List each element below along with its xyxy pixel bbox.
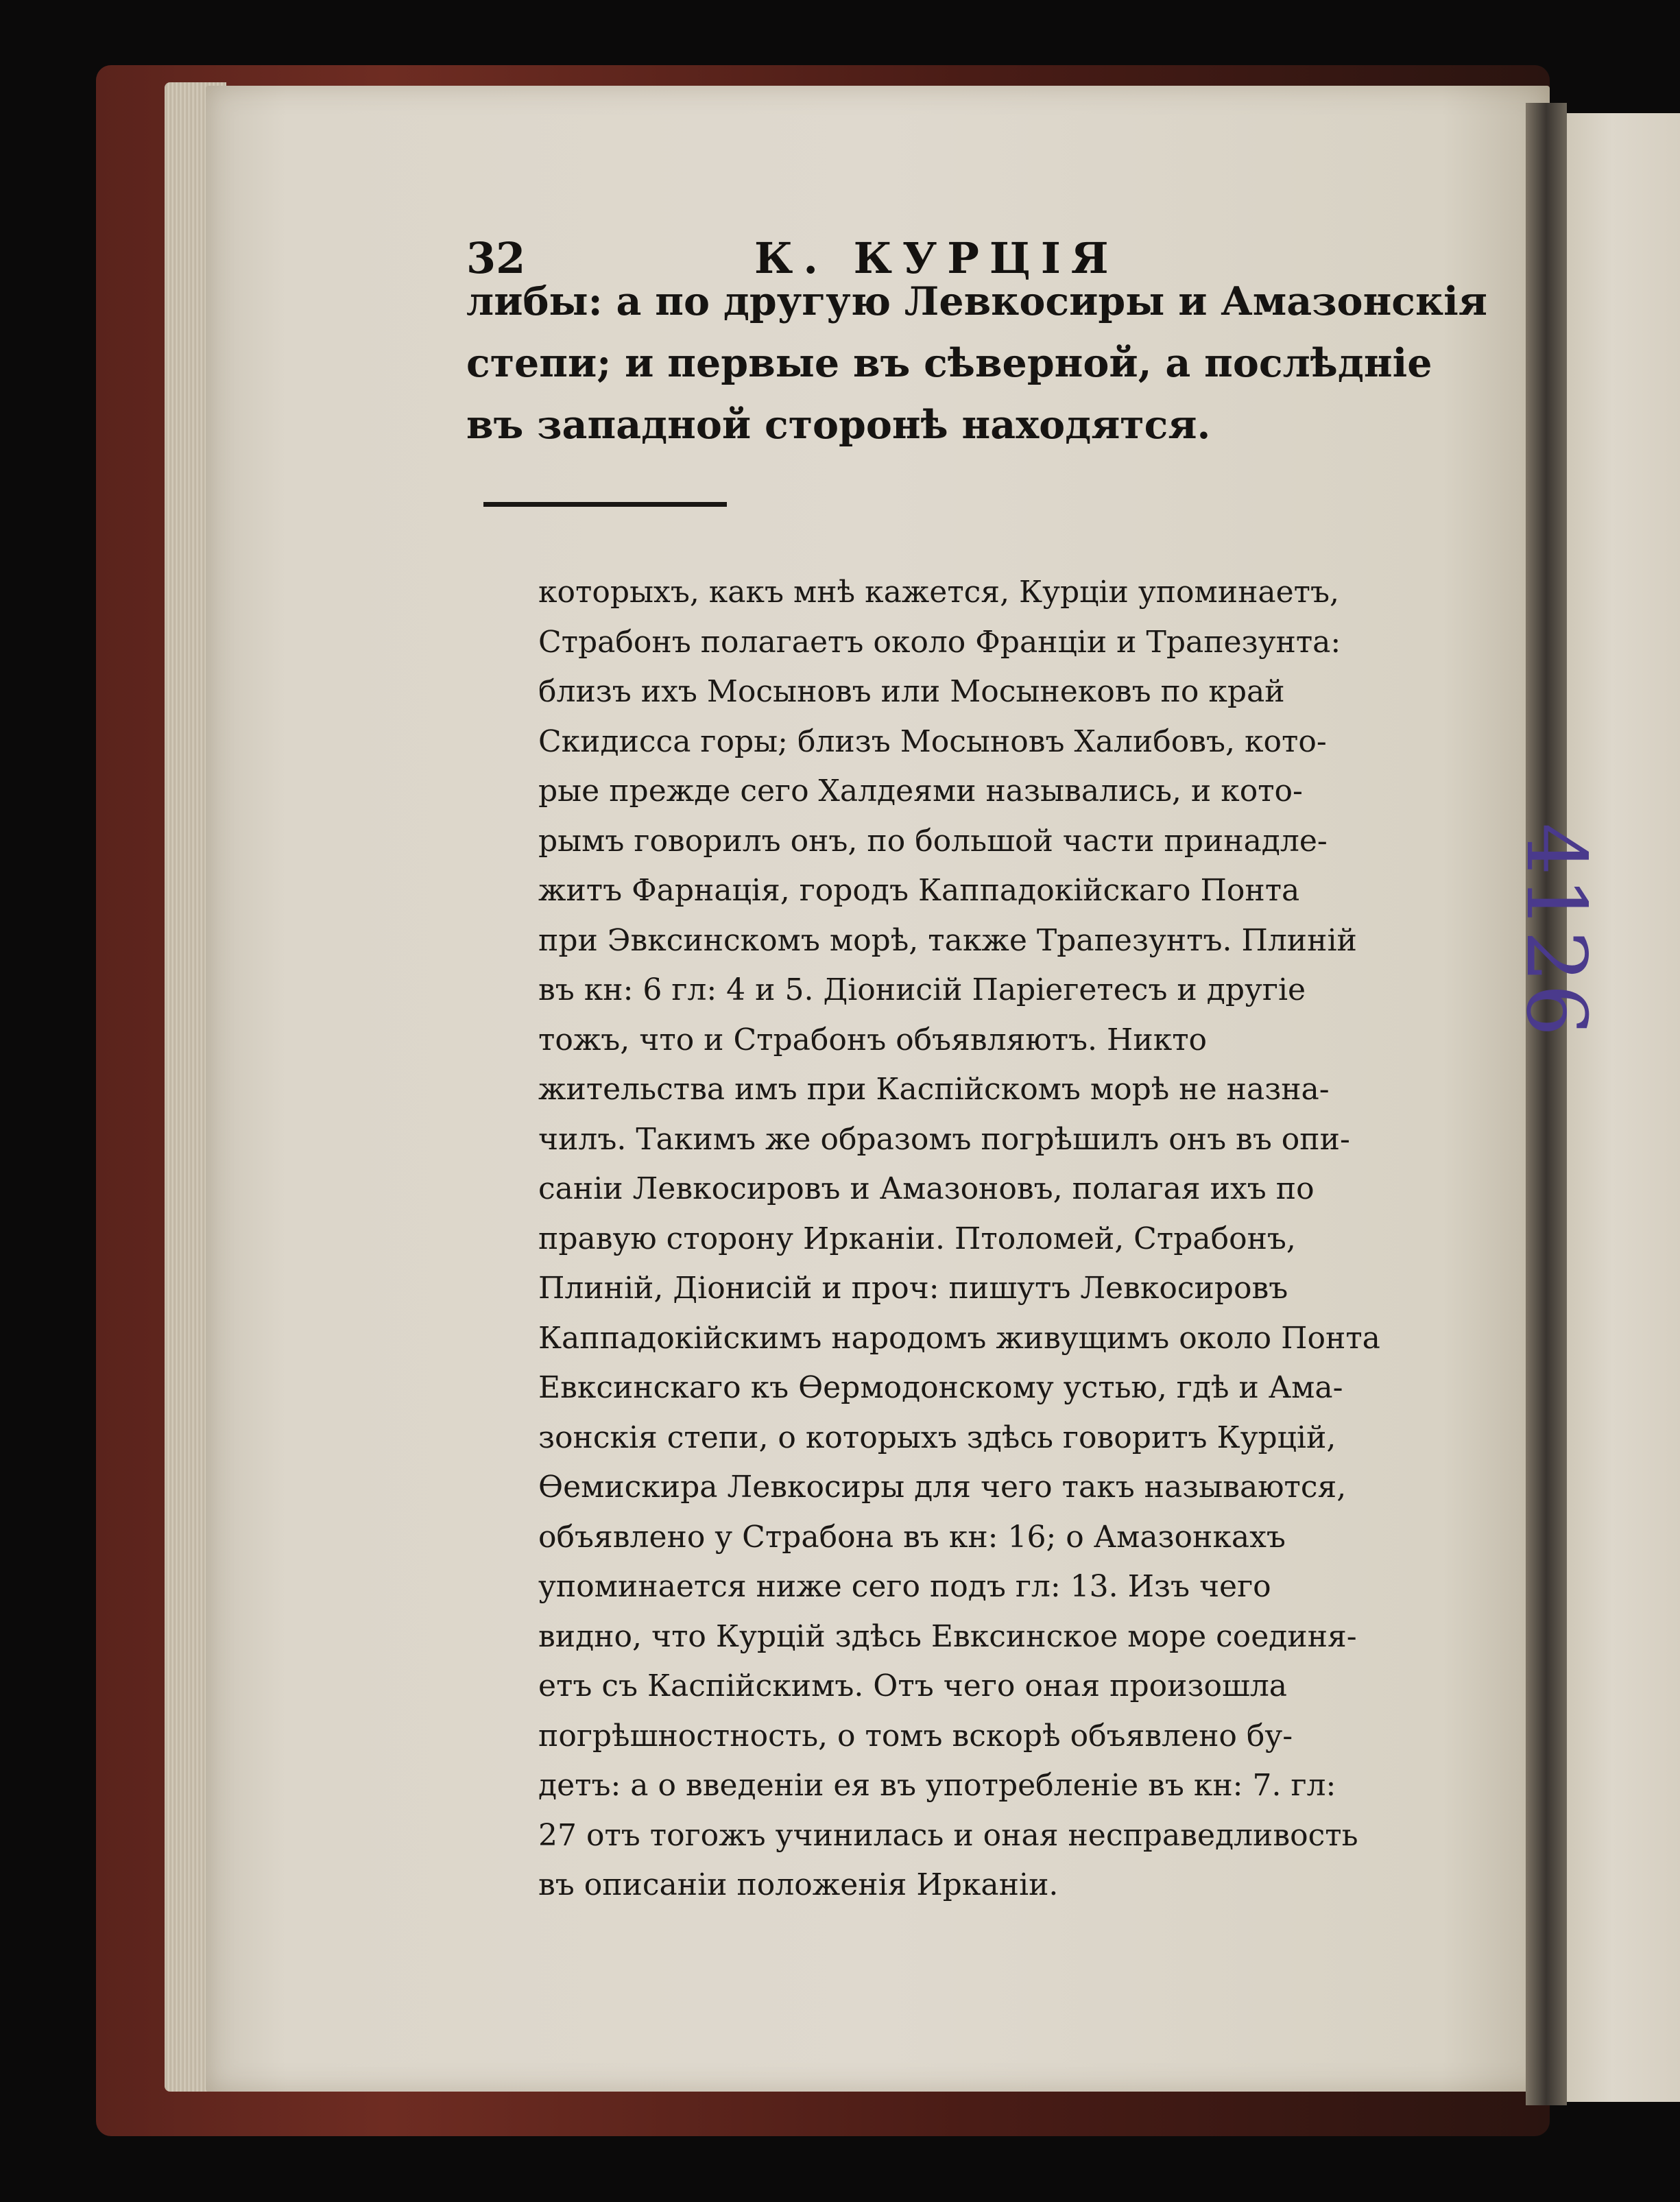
footnote-line: саніи Левкосировъ и Амазоновъ, полагая ихъ по [538, 1171, 1315, 1206]
footnote-line: тожъ, что и Страбонъ объявляютъ. Никто [538, 1022, 1208, 1057]
footnote-separator [483, 502, 727, 507]
footnote-line: погрѣшностность, о томъ вскорѣ объявлено бу- [538, 1718, 1293, 1754]
footnote-line: Евксинскаго къ Ѳермодонскому устью, гдѣ и Ама- [538, 1370, 1343, 1405]
text-line: либы: а по другую Левкосиры и Амазонскія [466, 278, 1487, 324]
footnote-line: въ описаніи положенія Ирканіи. [538, 1867, 1059, 1902]
footnote-line: рые прежде сего Халдеями назывались, и кото- [538, 774, 1303, 809]
footnote-line: 27 отъ тогожъ учинилась и оная несправедливость [538, 1817, 1358, 1853]
library-stamp: 4126 [1508, 823, 1603, 1038]
footnote-text [538, 568, 1495, 1911]
footnote-line: зонскія степи, о которыхъ здѣсь говоритъ Курцій, [538, 1420, 1336, 1455]
footnote-line: въ кн: 6 гл: 4 и 5. Діонисій Паріегетесъ и другіе [538, 972, 1306, 1007]
footnote-line: Ѳемискира Левкосиры для чего такъ называются, [538, 1470, 1347, 1505]
footnote-line: правую сторону Ирканіи. Птоломей, Страбонъ, [538, 1221, 1296, 1256]
footnote-line: при Эвксинскомъ морѣ, также Трапезунтъ. Плиній [538, 922, 1357, 958]
footnote-line: видно, что Курцій здѣсь Евксинское море соединя- [538, 1618, 1357, 1654]
page-number: 32 [466, 233, 526, 283]
adjacent-page [1567, 113, 1680, 2102]
footnote-line: чилъ. Такимъ же образомъ погрѣшилъ онъ въ опи- [538, 1121, 1350, 1157]
book-gutter [1526, 103, 1567, 2105]
text-line: степи; и первые въ сѣверной, а послѣдніе [466, 340, 1432, 386]
text-line: въ западной сторонѣ находятся. [466, 402, 1211, 448]
footnote-line: объявлено у Страбона въ кн: 16; о Амазонкахъ [538, 1519, 1286, 1555]
footnote-line: рымъ говорилъ онъ, по большой части принадле- [538, 823, 1328, 859]
footnote-line: Плиній, Діонисій и проч: пишутъ Левкосировъ [538, 1271, 1288, 1306]
footnote-line: которыхъ, какъ мнѣ кажется, Курціи упоминаетъ, [538, 575, 1339, 610]
footnote-line: Каппадокійскимъ народомъ живущимъ около Понта [538, 1320, 1380, 1356]
footnote-line: жительства имъ при Каспійскомъ морѣ не назна- [538, 1072, 1330, 1107]
footnote-line: Скидисса горы; близъ Мосыновъ Халибовъ, кото- [538, 723, 1327, 759]
footnote-line: близъ ихъ Мосыновъ или Мосынековъ по край [538, 674, 1285, 709]
footnote-line: детъ: а о введеніи ея въ употребленіе въ кн: 7. гл: [538, 1768, 1336, 1803]
footnote-line: етъ съ Каспійскимъ. Отъ чего оная произошла [538, 1668, 1288, 1703]
main-text [466, 271, 1487, 456]
running-title: К. КУРЦІЯ [754, 233, 1119, 283]
footnote-line: житъ Фарнація, городъ Каппадокійскаго Понта [538, 873, 1300, 908]
footnote-line: упоминается ниже сего подъ гл: 13. Изъ чего [538, 1569, 1271, 1604]
footnote-line: Страбонъ полагаетъ около Франціи и Трапезунта: [538, 624, 1341, 660]
